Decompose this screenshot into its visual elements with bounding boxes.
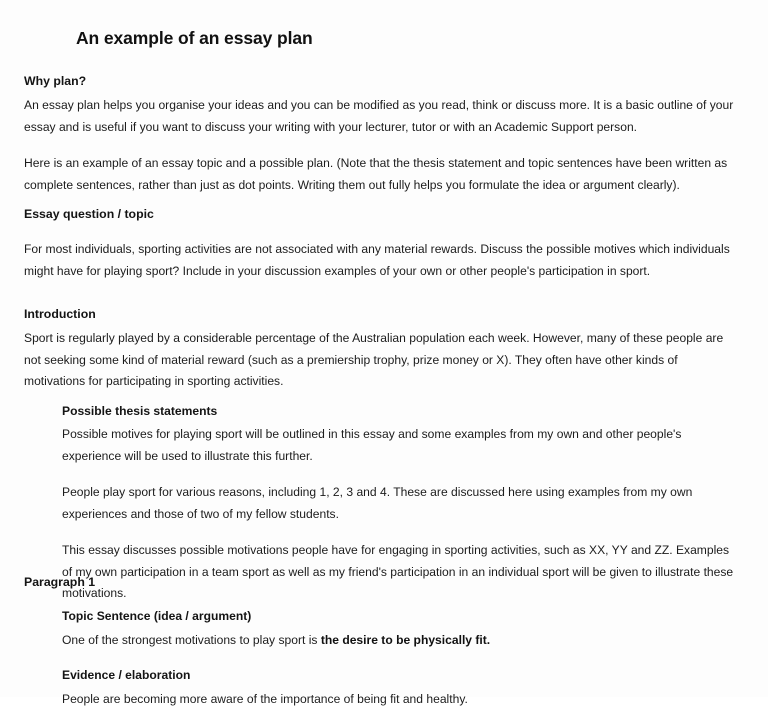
page-title: An example of an essay plan <box>76 28 313 48</box>
section-heading-essay-question: Essay question / topic <box>24 207 154 221</box>
topic-sentence-prefix: One of the strongest motivations to play sport is <box>62 632 321 647</box>
subheading-evidence-elaboration: Evidence / elaboration <box>62 668 191 683</box>
paragraph-introduction-1: Sport is regularly played by a considerable percentage of the Australian population each week. However, many of these people are not seeking some kind of material reward (such as a premiership trophy, prize money or X). They often have other kinds of motivations for participating in sporting activities. <box>24 331 724 389</box>
section-heading-introduction: Introduction <box>24 307 96 321</box>
spacer <box>62 467 740 482</box>
spacer <box>24 138 740 153</box>
spacer <box>24 224 740 239</box>
paragraph-why-plan-2: Here is an example of an essay topic and a possible plan. (Note that the thesis statement and topic sentences have been written as complete sentences, rather than just as dot points. Writing them out fully helps you formulate the idea or argument clearly). <box>24 156 728 192</box>
paragraph-why-plan-1: An essay plan helps you organise your ideas and you can be modified as you read, think or discuss more. It is a basic outline of your essay and is useful if you want to discuss your writing with your lecturer, tutor or with an Academic Support person. <box>24 98 734 134</box>
section-heading-paragraph-1: Paragraph 1 <box>24 575 96 589</box>
subsection-evidence-elaboration <box>62 666 740 710</box>
spacer <box>62 525 740 540</box>
spacer <box>24 651 740 666</box>
spacer <box>24 393 740 402</box>
paragraph-essay-question-1: For most individuals, sporting activities are not associated with any material rewards. Discuss the possible motives which individuals might have for playing sport? Include in your discussion examples of your own or other people's participation in sport. <box>24 242 730 278</box>
paragraph-topic-sentence <box>62 630 740 652</box>
paragraph-thesis-3: This essay discusses possible motivations people have for engaging in sporting activities, such as XX, YY and ZZ. Examples of my own participation in a team sport as well as my friend's participation in an individual sport will be given to illustrate these motivations. <box>62 543 734 601</box>
section-essay-question <box>24 205 740 282</box>
topic-sentence-emphasis: the desire to be physically fit. <box>320 632 491 647</box>
section-paragraph-1 <box>24 573 740 711</box>
paragraph-evidence-1: People are becoming more aware of the importance of being fit and healthy. <box>62 692 468 707</box>
paragraph-thesis-1: Possible motives for playing sport will be outlined in this essay and some examples from my own and other people's experience will be used to illustrate this further. <box>62 427 682 463</box>
section-why-plan <box>24 72 740 196</box>
paragraph-thesis-2: People play sport for various reasons, including 1, 2, 3 and 4. These are discussed here using examples from my own experiences and those of two of my fellow students. <box>62 485 693 521</box>
subheading-possible-thesis-statements: Possible thesis statements <box>62 403 218 418</box>
section-introduction <box>24 305 740 605</box>
section-heading-why-plan: Why plan? <box>24 74 87 88</box>
spacer <box>24 592 740 607</box>
subheading-topic-sentence: Topic Sentence (idea / argument) <box>62 609 252 624</box>
subsection-topic-sentence <box>62 607 740 651</box>
